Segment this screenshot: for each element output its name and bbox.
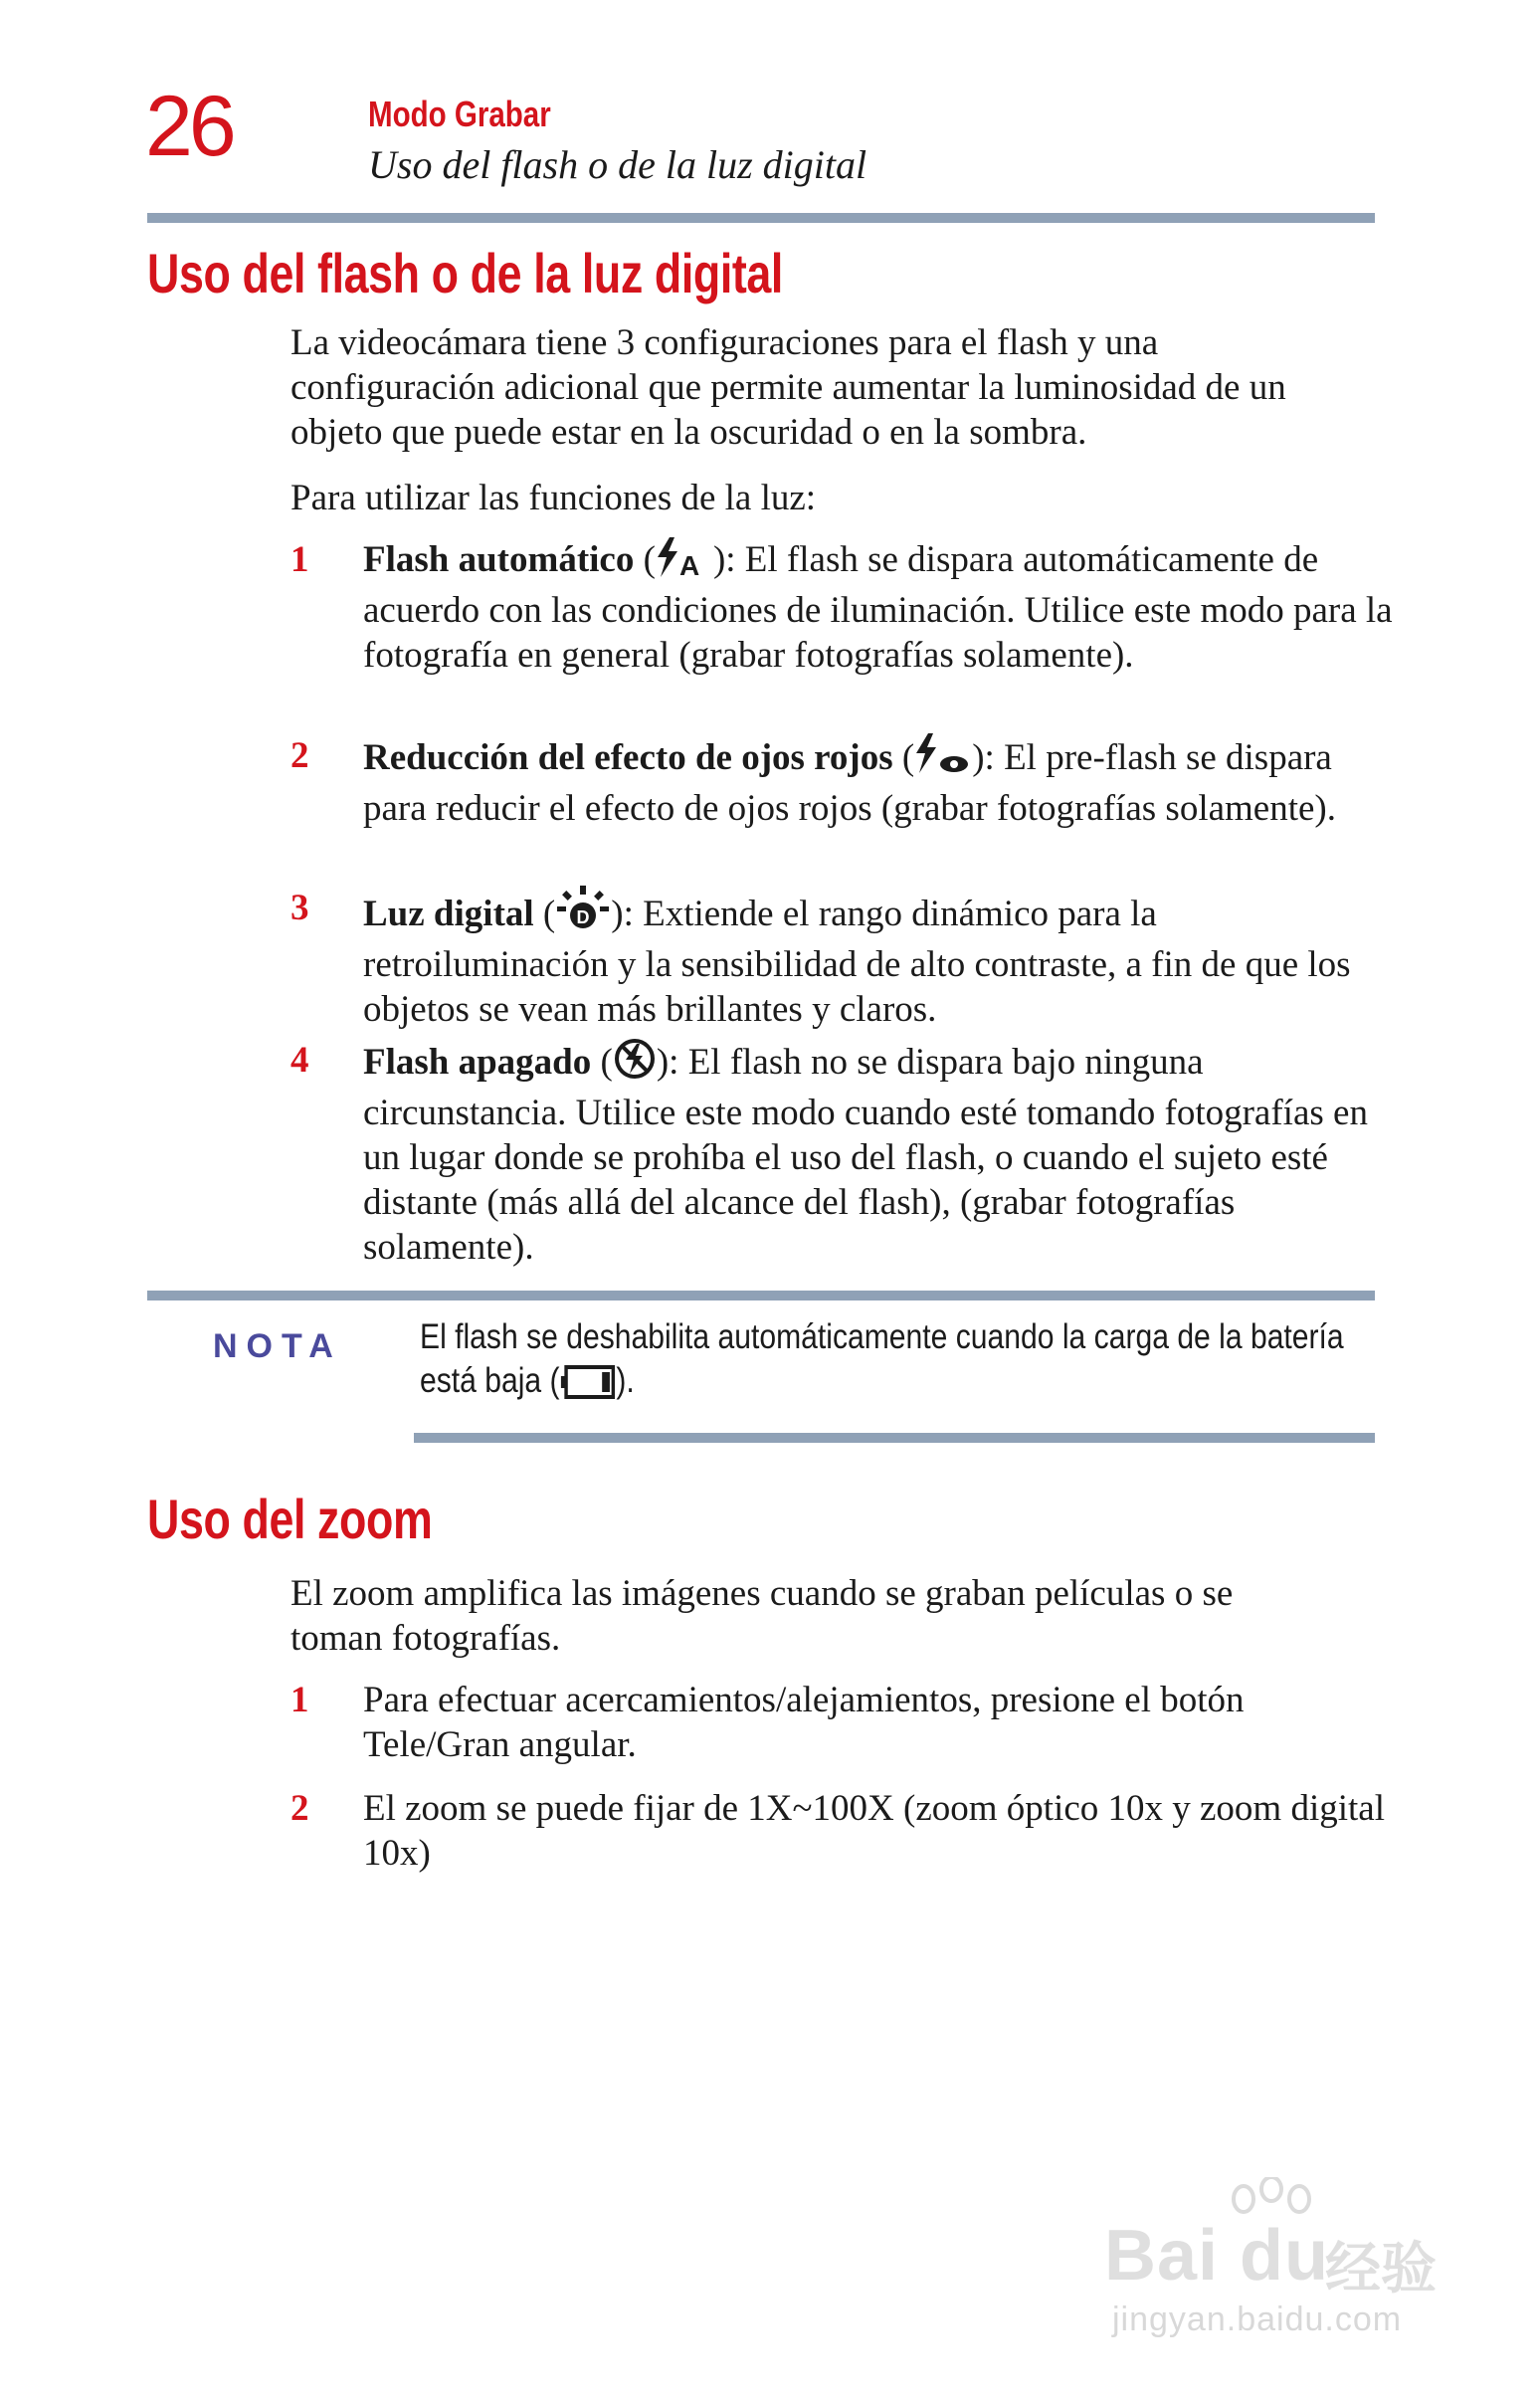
flash-step-3: 3 Luz digital ( D ): Extiende el rango dinámico para la retroiluminación y la sensibilidad de alto contraste, a fin de que los objetos se vean más brillantes y claros.	[290, 888, 1351, 1030]
note-label: NOTA	[213, 1327, 342, 1365]
note-text-line-1: El flash se deshabilita automáticamente cuando la carga de la batería	[420, 1317, 1344, 1356]
baidu-watermark	[1104, 2177, 1482, 2356]
step-text: Para efectuar acercamientos/alejamientos, presione el botón Tele/Gran angular.	[363, 1680, 1245, 1765]
step-number: 1	[290, 539, 309, 580]
step-term: Flash apagado	[363, 1042, 592, 1083]
step-term: Reducción del efecto de ojos rojos	[363, 737, 893, 778]
flash-lead-paragraph: Para utilizar las funciones de la luz:	[290, 478, 817, 518]
step-number: 3	[290, 888, 309, 928]
step-text: ): Extiende el rango dinámico para la retroiluminación y la sensibilidad de alto contraste, a fin de que los objetos se vean más brillantes y claros.	[363, 894, 1351, 1030]
header-rule	[147, 213, 1375, 223]
step-text: El zoom se puede fijar de 1X~100X (zoom óptico 10x y zoom digital 10x)	[363, 1788, 1386, 1874]
note-bottom-rule	[414, 1433, 1375, 1443]
note-top-rule	[147, 1291, 1375, 1300]
zoom-step-1	[290, 1678, 1395, 1767]
battery-low-icon	[560, 1364, 617, 1411]
step-number: 2	[290, 735, 309, 776]
flash-auto-icon	[656, 537, 713, 588]
step-text: ): El flash no se dispara bajo ninguna circunstancia. Utilice este modo cuando esté tomando fotografías en un lugar donde se prohíba el uso del flash, o cuando el sujeto esté distante (más allá del alcance del flash), (grabar fotografías solamente).	[363, 1042, 1368, 1268]
page-number: 26	[145, 79, 233, 174]
zoom-intro-paragraph: El zoom amplifica las imágenes cuando se graban películas o se toman fotografías.	[290, 1573, 1234, 1659]
note-text-line-2: está baja ( ).	[420, 1359, 1413, 1411]
step-text: ): El flash se dispara automáticamente de acuerdo con las condiciones de iluminación. Utilice este modo para la fotografía en general (grabar fotografías solamente).	[363, 539, 1393, 676]
red-eye-reduction-icon	[914, 733, 972, 786]
watermark-url: jingyan.baidu.com	[1112, 2300, 1403, 2338]
zoom-step-2	[290, 1786, 1395, 1876]
watermark-chinese: 经验	[1325, 2237, 1437, 2301]
running-header-section: Uso del flash o de la luz digital	[368, 142, 867, 187]
running-header-chapter: Modo Grabar	[368, 94, 551, 134]
flash-off-icon	[613, 1038, 657, 1091]
step-term: Flash automático	[363, 539, 635, 580]
flash-intro-paragraph: La videocámara tiene 3 configuraciones para el flash y una configuración adicional que permite aumentar la luminosidad de un objeto que puede estar en la oscuridad o en la sombra.	[290, 322, 1286, 453]
step-number: 4	[290, 1040, 309, 1081]
step-text: ): El pre-flash se dispara para reducir el efecto de ojos rojos (grabar fotografías solamente).	[363, 737, 1337, 829]
step-number: 2	[290, 1788, 309, 1829]
flash-step-1: 1 Flash automático ( A ): El flash se dispara automáticamente de acuerdo con las condiciones de iluminación. Utilice este modo para la fotografía en general (grabar fotografías solamente).	[290, 539, 1393, 676]
step-number: 1	[290, 1680, 309, 1720]
watermark-brand: Bai du	[1104, 2216, 1330, 2296]
section-title-flash: Uso del flash o de la luz digital	[147, 242, 783, 304]
flash-step-4: 4 Flash apagado ( ): El flash no se dispara bajo ninguna circunstancia. Utilice este modo cuando esté tomando fotografías en un lugar donde se prohíba el uso del flash, o cuando el sujeto esté distante (más allá del alcance del flash), (grabar fotografías solamente).	[290, 1040, 1368, 1268]
step-term: Luz digital	[363, 894, 534, 934]
svg-text:A: A	[678, 550, 700, 577]
svg-text:D: D	[576, 907, 590, 927]
digital-light-icon	[555, 886, 611, 942]
note-text	[420, 1315, 1413, 1411]
flash-step-2: 2 Reducción del efecto de ojos rojos ( ): El pre-flash se dispara para reducir el efecto de ojos rojos (grabar fotografías solamente).	[290, 735, 1337, 829]
section-title-zoom: Uso del zoom	[147, 1488, 433, 1550]
